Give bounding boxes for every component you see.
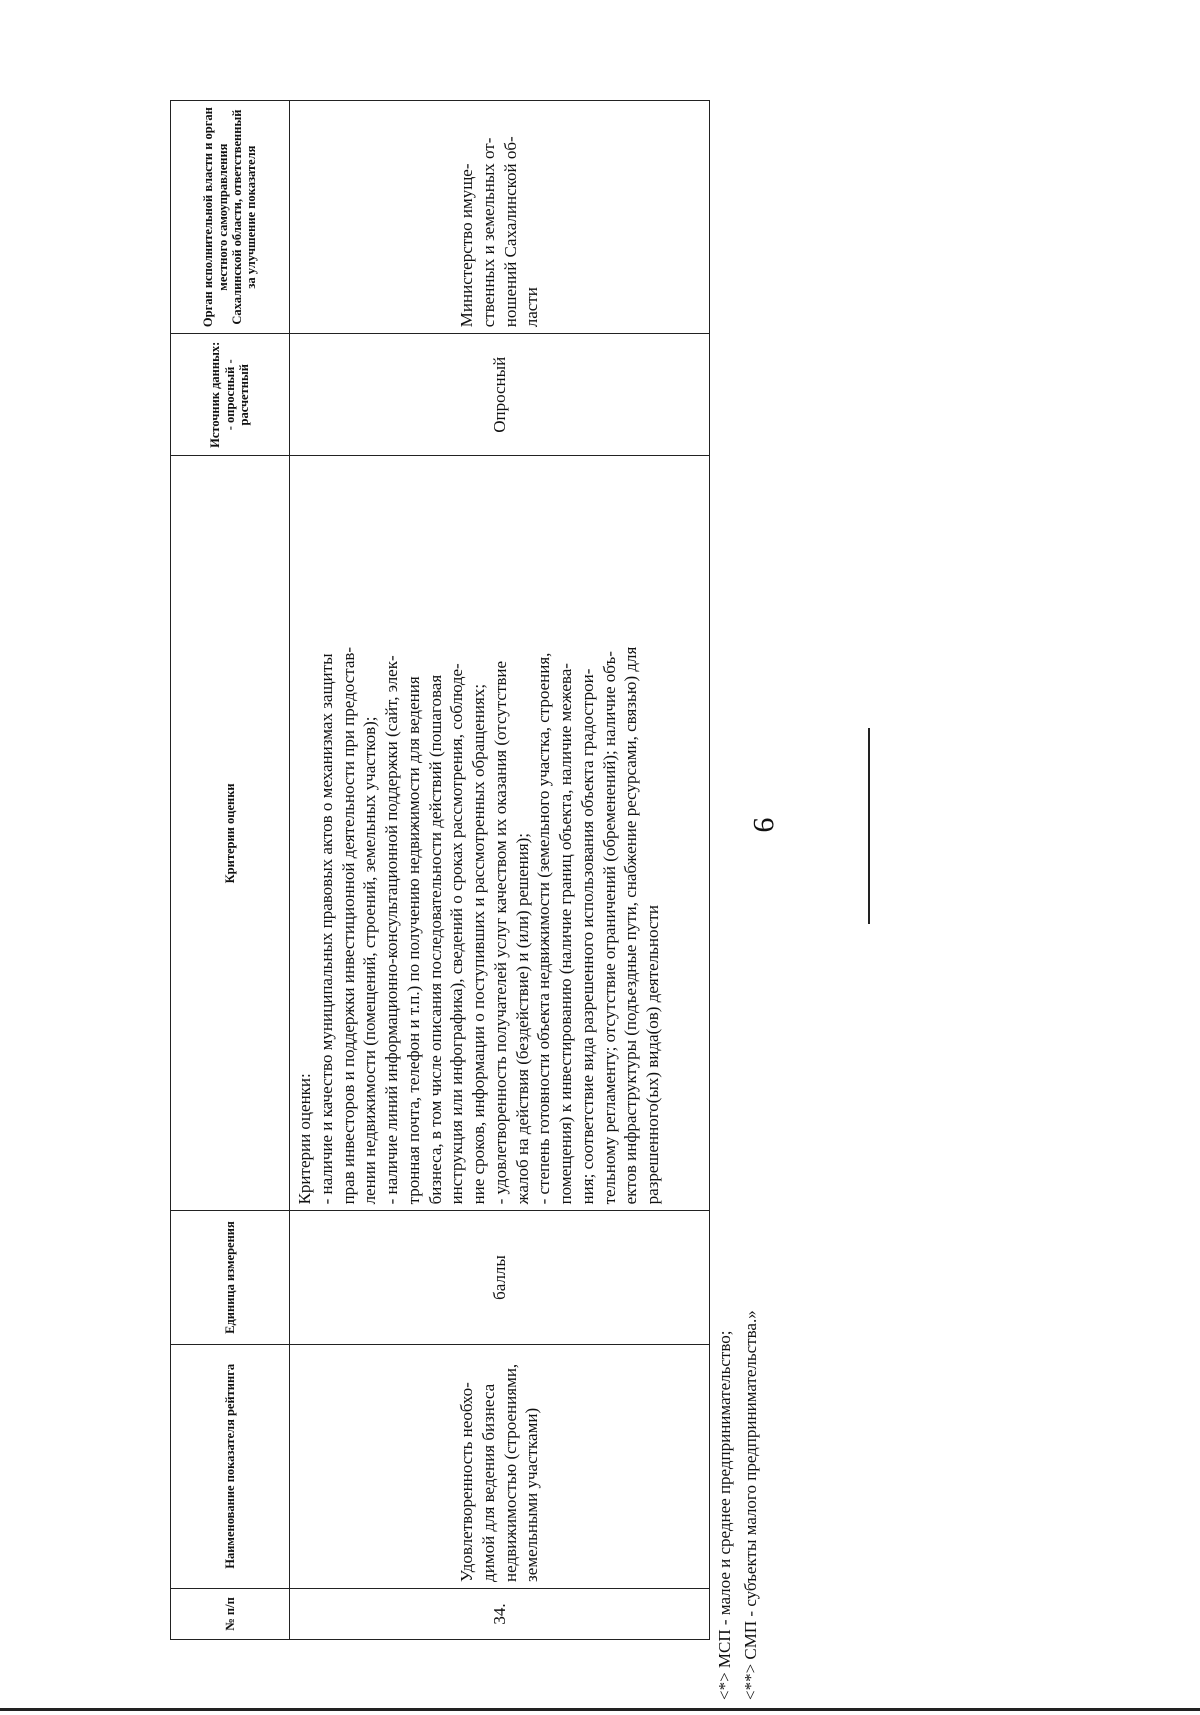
row-name: Удовлетворенность необхо-димой для ведения бизнеса недвижимостью (строениями, земельными участками) bbox=[290, 1344, 710, 1588]
header-num: № п/п bbox=[171, 1588, 290, 1639]
criteria-line: тронная почта, телефон и т.п.) по получению недвижимости для ведения bbox=[403, 676, 423, 1205]
criteria-line: - удовлетворенность получателей услуг качеством их оказания (отсутствие bbox=[490, 660, 510, 1205]
criteria-line: - наличие линий информационно-консультационной поддержки (сайт, элек- bbox=[382, 655, 401, 1205]
criteria-line: жалоб на действия (бездействие) и (или) решения); bbox=[512, 832, 532, 1205]
criteria-line: помещения) к инвестированию (наличие границ объекта, наличие межева- bbox=[556, 663, 575, 1205]
rotated-footnotes-frame bbox=[170, 100, 710, 1640]
row-source: Опросный bbox=[290, 334, 710, 456]
criteria-line: ектов инфраструктуры (подъездные пути, снабжение ресурсами, связью) для bbox=[621, 646, 641, 1205]
footnote-2: <**> СМП - субъекты малого предпринимательства.» bbox=[741, 1310, 760, 1700]
footnotes bbox=[712, 1260, 772, 1700]
row-unit: баллы bbox=[290, 1211, 710, 1344]
criteria-line: прав инвесторов и поддержки инвестиционной деятельности при предостав- bbox=[338, 646, 358, 1205]
criteria-line: ния; соответствие вида разрешенного использования объекта градострои- bbox=[577, 668, 597, 1205]
row-org: Министерство имуще-ственных и земельных от-ношений Сахалинской об-ласти bbox=[290, 101, 710, 334]
criteria-line: ние сроков, информации о поступивших и рассмотренных обращениях; bbox=[469, 683, 488, 1205]
bottom-rule bbox=[0, 1708, 1200, 1711]
criteria-line: тельному регламенту; отсутствие ограничений (обременений); наличие объ- bbox=[599, 651, 619, 1205]
criteria-line: Критерии оценки: bbox=[295, 1073, 314, 1205]
page-number: 9 bbox=[747, 817, 780, 833]
criteria-line: бизнеса, в том числе описания последовательности действий (пошаговая bbox=[425, 674, 445, 1205]
header-name: Наименование показателя рейтинга bbox=[171, 1344, 290, 1588]
header-org: Орган исполнительной власти и орган местного самоуправления Сахалинской области, ответственный за улучшение показателя bbox=[171, 101, 290, 334]
header-source: Источник данных: - опросный - расчетный bbox=[171, 334, 290, 456]
criteria-line: - наличие и качество муниципальных правовых актов о механизмах защиты bbox=[316, 653, 336, 1205]
criteria-line: разрешенного(ых) вида(ов) деятельности bbox=[643, 905, 662, 1205]
header-unit: Единица измерения bbox=[171, 1211, 290, 1344]
footnote-1: <*> МСП - малое и среднее предпринимательство; bbox=[715, 1330, 734, 1700]
header-criteria: Критерии оценки bbox=[171, 456, 290, 1211]
criteria-line: лении недвижимости (помещений, строений, земельных участков); bbox=[360, 716, 380, 1205]
criteria-line: - степень готовности объекта недвижимости (земельного участка, строения, bbox=[534, 652, 554, 1205]
row-num: 34. bbox=[290, 1588, 710, 1639]
divider-line bbox=[868, 728, 870, 924]
criteria-line: инструкция или инфографика), сведений о сроках рассмотрения, соблюде- bbox=[447, 663, 467, 1205]
